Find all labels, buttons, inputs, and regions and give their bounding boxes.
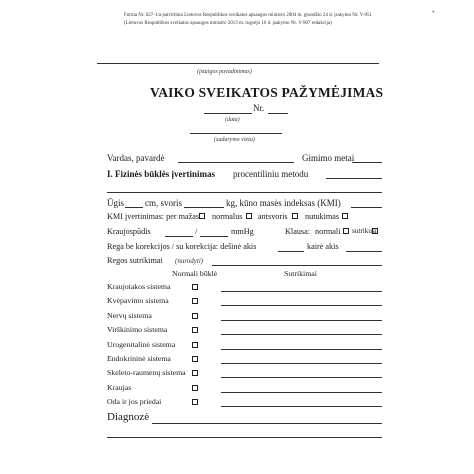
blood-pressure-diastolic-line[interactable] — [200, 236, 228, 237]
kmi-overweight-checkbox[interactable] — [292, 213, 298, 219]
date-line[interactable] — [204, 113, 252, 114]
page-title: VAIKO SVEIKATOS PAŽYMĖJIMAS — [150, 85, 384, 100]
system-row-disorders-line[interactable] — [221, 291, 382, 292]
system-row-normal-checkbox[interactable] — [192, 327, 198, 333]
section-1-method: procentiliniu metodu — [233, 169, 309, 179]
height-line[interactable] — [125, 207, 143, 208]
right-eye-line[interactable] — [278, 251, 304, 252]
system-row-disorders-line[interactable] — [221, 305, 382, 306]
system-row-disorders-line[interactable] — [221, 377, 382, 378]
date-caption: (data) — [225, 117, 240, 123]
kmi-obesity-checkbox[interactable] — [342, 213, 348, 219]
system-row-label: Kvėpavimo sistema — [107, 296, 169, 305]
section-1-title: I. Fizinės būklės įvertinimas — [107, 169, 216, 179]
system-row-label: Kraujas — [107, 383, 132, 392]
number-label: Nr. — [253, 103, 265, 113]
system-row-normal-checkbox[interactable] — [192, 313, 198, 319]
section-1-line[interactable] — [326, 178, 382, 179]
col-disorders-header: Sutrikimai — [284, 269, 317, 278]
hearing-normal-label: normali — [315, 227, 341, 236]
hearing-impaired-text: sutrikusi — [352, 227, 377, 235]
system-row-label: Skeleto-raumenų sistema — [107, 368, 186, 377]
place-line[interactable] — [190, 133, 282, 134]
institution-caption: (įstaigos pavadinimas) — [197, 69, 252, 75]
blood-pressure-systolic-line[interactable] — [165, 236, 193, 237]
kmi-eval-label: KMI įvertinimas: per mažas — [107, 212, 200, 221]
vision-label: Rega be korekcijos / su korekcija: dešinė akis — [107, 242, 257, 251]
blood-pressure-slash: / — [195, 227, 198, 236]
birth-year-line[interactable] — [352, 162, 382, 163]
system-row-normal-checkbox[interactable] — [192, 385, 198, 391]
specify-caption: (nurodyti) — [175, 257, 204, 265]
form-reference-line-2: (Lietuvos Respublikos sveikatos apsaugos ministro 2013 m. rugsėjo 16 d. įsakymo Nr. V-907 redakcija) — [124, 21, 332, 26]
blood-pressure-label: Kraujospūdis — [107, 227, 151, 236]
system-row-normal-checkbox[interactable] — [192, 370, 198, 376]
system-row-disorders-line[interactable] — [221, 392, 382, 393]
system-row-normal-checkbox[interactable] — [192, 284, 198, 290]
diagnosis-line-1[interactable] — [152, 423, 382, 424]
kmi-obesity-label: nutukimas — [305, 212, 340, 221]
kmi-line[interactable] — [351, 207, 382, 208]
system-row-disorders-line[interactable] — [221, 363, 382, 364]
number-line[interactable] — [268, 113, 288, 114]
kmi-normal-label: normalus — [212, 212, 243, 221]
vision-disorders-label: Regos sutrikimai — [107, 256, 163, 265]
asterisk-icon: * — [432, 11, 435, 16]
system-row-label: Kraujotakos sistema — [107, 282, 171, 291]
left-eye-line[interactable] — [346, 251, 382, 252]
col-normal-header: Normali būklė — [172, 269, 218, 278]
hearing-label: Klausa: — [285, 227, 311, 236]
system-row-normal-checkbox[interactable] — [192, 298, 198, 304]
place-caption: (sudarymo vieta) — [214, 137, 255, 143]
system-row-normal-checkbox[interactable] — [192, 356, 198, 362]
form-reference-line-1: Forma Nr. 027-1/a patvirtinta Lietuvos Respublikos sveikatos apsaugos ministro 2004 m. gruodžio 24 d. įsakymu Nr. V-951 — [124, 13, 373, 18]
system-row-disorders-line[interactable] — [221, 349, 382, 350]
system-row-normal-checkbox[interactable] — [192, 342, 198, 348]
system-row-disorders-line[interactable] — [221, 406, 382, 407]
kmi-underweight-checkbox[interactable] — [199, 213, 205, 219]
kmi-overweight-label: antsvoris — [258, 212, 288, 221]
name-line[interactable] — [178, 162, 294, 163]
kmi-normal-checkbox[interactable] — [246, 213, 252, 219]
diagnosis-line-2[interactable] — [107, 437, 382, 438]
system-row-label: Endokrininė sistema — [107, 354, 171, 363]
mmhg-label: mmHg — [231, 227, 254, 236]
system-row-disorders-line[interactable] — [221, 334, 382, 335]
height-label: Ūgis — [107, 198, 125, 208]
kmi-label: kg, kūno masės indeksas (KMI) — [226, 198, 341, 208]
system-row-label: Virškinimo sistema — [107, 325, 168, 334]
system-row-label: Urogenitalinė sistema — [107, 340, 176, 349]
name-label: Vardas, pavardė — [107, 153, 165, 163]
weight-line[interactable] — [184, 207, 224, 208]
diagnosis-label: Diagnozė — [107, 411, 150, 423]
vision-disorders-line[interactable] — [212, 265, 382, 266]
system-row-label: Nervų sistema — [107, 311, 152, 320]
institution-line[interactable] — [97, 63, 379, 64]
weight-label: cm, svoris — [145, 198, 182, 208]
system-row-normal-checkbox[interactable] — [192, 399, 198, 405]
section-1-extra-line[interactable] — [107, 192, 382, 193]
left-eye-label: kairė akis — [307, 242, 339, 251]
system-row-label: Oda ir jos priedai — [107, 397, 162, 406]
hearing-normal-checkbox[interactable] — [343, 228, 349, 234]
system-row-disorders-line[interactable] — [221, 320, 382, 321]
birth-year-label: Gimimo metai — [302, 153, 355, 163]
